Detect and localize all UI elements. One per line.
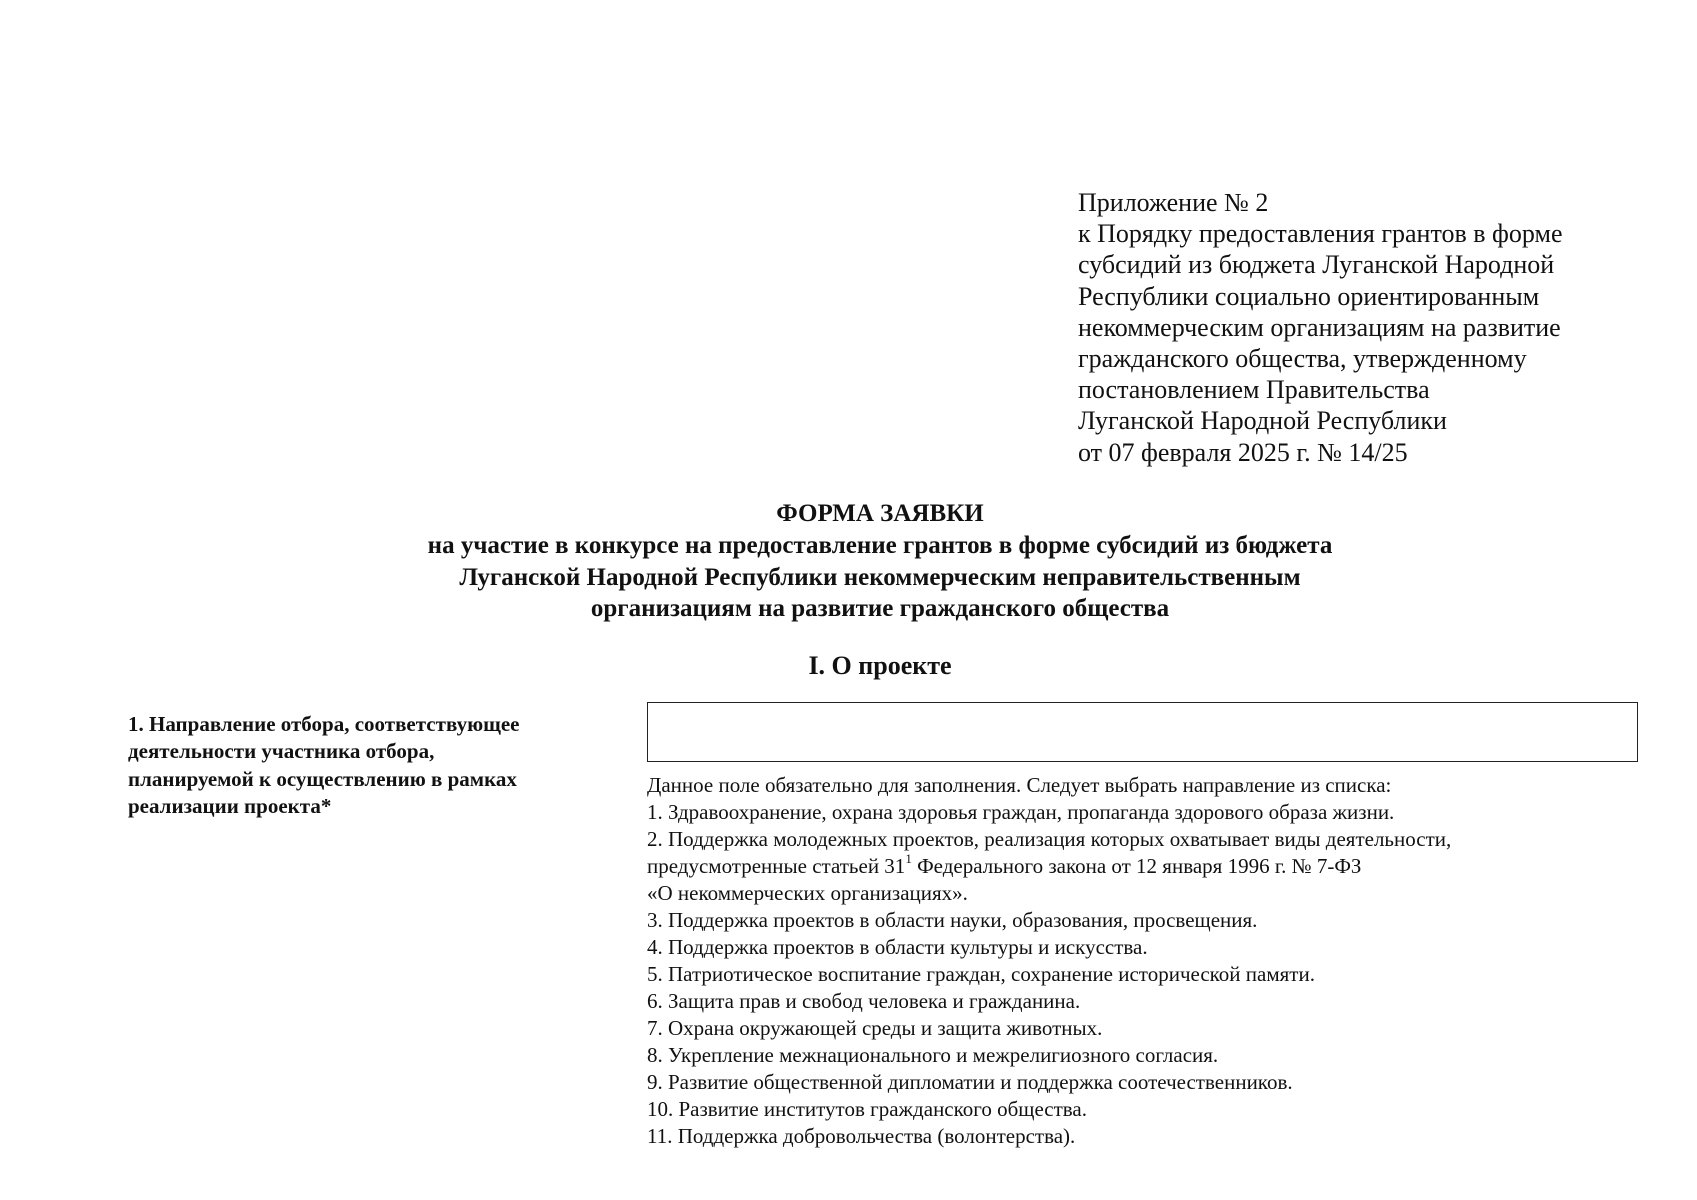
appendix-line: субсидий из бюджета Луганской Народной	[1078, 250, 1555, 280]
direction-field-label	[128, 711, 618, 820]
field-label-line: 1. Направление отбора, соответствующее	[128, 712, 520, 736]
hint-text: предусмотренные статьей 31	[647, 854, 906, 878]
hint-item: 4. Поддержка проектов в области культуры и искусства.	[647, 935, 1148, 959]
hint-item: 1. Здравоохранение, охрана здоровья граждан, пропаганда здорового образа жизни.	[647, 800, 1395, 824]
hint-item	[647, 853, 1647, 880]
hint-item: 9. Развитие общественной дипломатии и поддержка соотечественников.	[647, 1070, 1293, 1094]
appendix-line: Республики социально ориентированным	[1078, 281, 1540, 311]
form-title-heading: ФОРМА ЗАЯВКИ	[776, 500, 984, 527]
direction-input[interactable]	[647, 702, 1638, 762]
hint-item: 11. Поддержка добровольчества (волонтерства).	[647, 1124, 1076, 1148]
hint-text: Федерального закона от 12 января 1996 г. № 7-ФЗ	[911, 854, 1362, 878]
field-label-line: реализации проекта*	[128, 793, 332, 818]
appendix-line: Приложение № 2	[1078, 188, 1269, 217]
hint-item: 8. Укрепление межнационального и межрелигиозного согласия.	[647, 1043, 1219, 1067]
hint-item: 7. Охрана окружающей среды и защита животных.	[647, 1016, 1103, 1040]
appendix-line: некоммерческим организациям на развитие	[1078, 312, 1561, 342]
appendix-line: гражданского общества, утвержденному	[1078, 344, 1527, 374]
field-label-line: планируемой к осуществлению в рамках	[128, 766, 517, 791]
form-title-line: организациям на развитие гражданского общества	[590, 595, 1170, 623]
field-label-line: деятельности участника отбора,	[128, 739, 435, 764]
hint-item: 2. Поддержка молодежных проектов, реализация которых охватывает виды деятельности,	[647, 827, 1452, 851]
appendix-line: от 07 февраля 2025 г. № 14/25	[1078, 437, 1408, 467]
appendix-line: Луганской Народной Республики	[1078, 406, 1447, 436]
section-heading: I. О проекте	[808, 651, 952, 680]
appendix-line: постановлением Правительства	[1078, 375, 1430, 405]
superscript: 1	[905, 851, 912, 866]
hint-item: «О некоммерческих организациях».	[647, 881, 968, 905]
hint-item: 5. Патриотическое воспитание граждан, сохранение исторической памяти.	[647, 962, 1315, 986]
form-title-line: на участие в конкурсе на предоставление грантов в форме субсидий из бюджета	[427, 531, 1333, 559]
form-title	[300, 498, 1460, 625]
hint-item: 3. Поддержка проектов в области науки, образования, просвещения.	[647, 908, 1258, 932]
direction-hint	[647, 772, 1647, 1150]
hint-item: 10. Развитие институтов гражданского общества.	[647, 1097, 1088, 1121]
hint-item: 6. Защита прав и свобод человека и гражданина.	[647, 989, 1081, 1013]
form-title-line: Луганской Народной Республики некоммерческим неправительственным	[459, 563, 1301, 591]
appendix-block	[1078, 187, 1638, 468]
appendix-line: к Порядку предоставления грантов в форме	[1078, 219, 1563, 249]
hint-intro: Данное поле обязательно для заполнения. Следует выбрать направление из списка:	[647, 773, 1392, 797]
